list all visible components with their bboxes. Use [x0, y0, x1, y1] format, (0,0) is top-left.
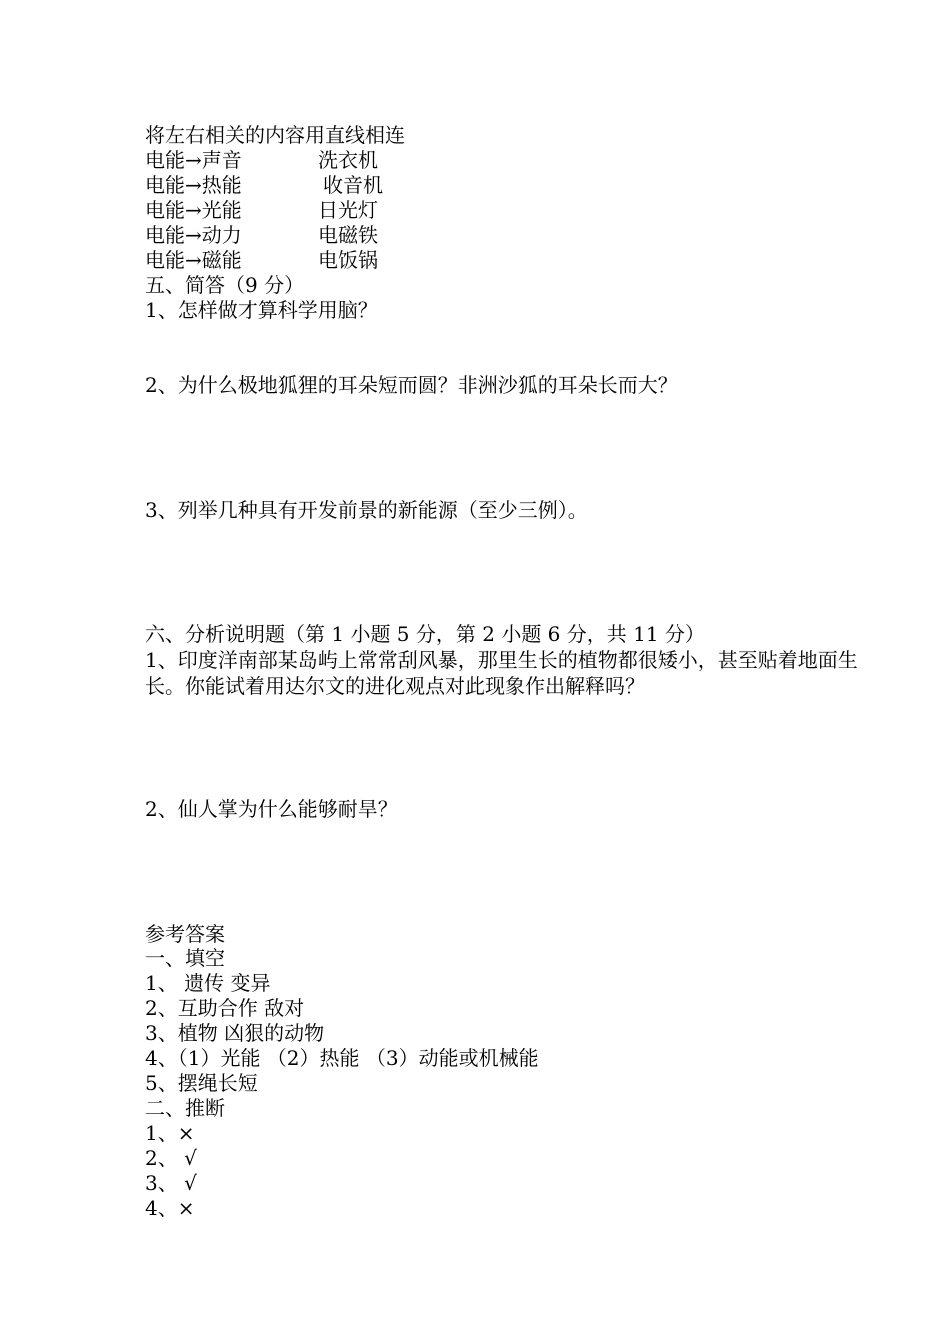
answers-part1-heading: 一、填空: [145, 946, 225, 970]
matching-left: 电能→光能: [145, 198, 242, 222]
section5-question-1: 1、怎样做才算科学用脑？: [145, 298, 378, 322]
answer-item: 3、植物 凶狠的动物: [145, 1021, 325, 1045]
answer-item: 4、（1）光能 （2）热能 （3）动能或机械能: [145, 1046, 539, 1070]
answer-item: 2、互助合作 敌对: [145, 996, 305, 1020]
section6-heading: 六、分析说明题（第 1 小题 5 分，第 2 小题 6 分，共 11 分）: [145, 622, 705, 646]
matching-right: 日光灯: [318, 198, 378, 222]
answer-item: 5、摆绳长短: [145, 1071, 258, 1095]
answer-item: 1、 遗传 变异: [145, 971, 271, 995]
section5-question-3: 3、列举几种具有开发前景的新能源（至少三例）。: [145, 498, 588, 522]
matching-right: 电磁铁: [318, 223, 378, 247]
section5-question-2: 2、为什么极地狐狸的耳朵短而圆？非洲沙狐的耳朵长而大？: [145, 373, 678, 397]
answer-item: 2、 √: [145, 1146, 197, 1170]
matching-instruction: 将左右相关的内容用直线相连: [145, 123, 405, 147]
matching-right: 收音机: [323, 173, 383, 197]
matching-left: 电能→磁能: [145, 248, 242, 272]
section6-question-1: 1、印度洋南部某岛屿上常常刮风暴，那里生长的植物都很矮小，甚至贴着地面生长。你能试着用达尔文的进化观点对此现象作出解释吗？: [145, 648, 858, 698]
matching-left: 电能→热能: [145, 173, 242, 197]
answer-item: 1、×: [145, 1121, 195, 1145]
matching-left: 电能→动力: [145, 223, 242, 247]
matching-right: 电饭锅: [318, 248, 378, 272]
matching-left: 电能→声音: [145, 148, 242, 172]
answer-item: 4、×: [145, 1196, 195, 1220]
answer-item: 3、 √: [145, 1171, 197, 1195]
section5-heading: 五、简答（9 分）: [145, 273, 305, 297]
answers-part2-heading: 二、推断: [145, 1096, 225, 1120]
section6-question-2: 2、仙人掌为什么能够耐旱？: [145, 797, 398, 821]
answers-title: 参考答案: [145, 922, 225, 946]
matching-right: 洗衣机: [318, 148, 378, 172]
